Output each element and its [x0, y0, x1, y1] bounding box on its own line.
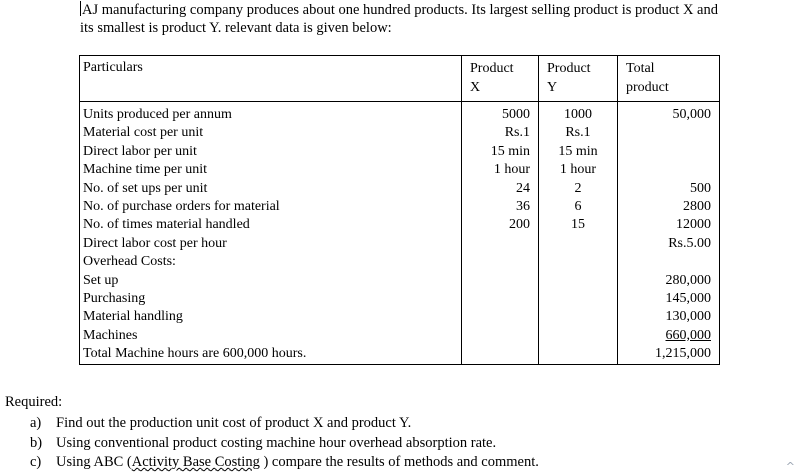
header-total-line2: product	[626, 80, 669, 95]
product-x-value	[462, 272, 538, 290]
product-x-value: 1 hour	[493, 162, 530, 178]
product-x-value	[462, 290, 538, 308]
total-product-value: 660,000	[665, 327, 711, 343]
table-body-row	[80, 102, 720, 365]
intro-line-1	[80, 1, 800, 19]
header-product-x-line1: Product	[470, 61, 514, 76]
particulars-list	[80, 102, 461, 364]
product-x-value	[462, 345, 538, 363]
product-y-values	[539, 102, 617, 364]
requirements-list	[30, 414, 539, 473]
requirement-a-marker: a)	[30, 415, 42, 431]
header-product-y-line2: Y	[547, 80, 558, 95]
total-product-value: Rs.5.00	[668, 235, 711, 251]
total-product-value: 1,215,000	[655, 346, 711, 362]
total-product-value	[618, 253, 719, 271]
particular-label: No. of purchase orders for material	[83, 199, 280, 215]
particular-label: Direct labor cost per hour	[83, 235, 227, 251]
particular-label: No. of set ups per unit	[83, 180, 208, 196]
requirement-b	[30, 434, 539, 454]
particular-label: Machines	[83, 327, 138, 343]
requirement-b-marker: b)	[30, 434, 43, 451]
product-y-value	[539, 308, 617, 326]
particulars-column	[80, 102, 462, 365]
particular-label: Material cost per unit	[83, 125, 204, 141]
product-y-value: 6	[574, 199, 582, 215]
product-y-value	[539, 290, 617, 308]
header-particulars	[80, 56, 462, 102]
product-y-value: 1000	[564, 107, 592, 122]
product-y-value	[539, 327, 617, 345]
header-particulars-text: Particulars	[83, 60, 143, 75]
data-table	[79, 55, 720, 365]
product-y-value: 15 min	[558, 143, 598, 159]
total-product-value: 130,000	[665, 309, 711, 325]
total-product-column	[618, 102, 720, 365]
intro-paragraph	[80, 1, 800, 37]
product-x-value: Rs.1	[504, 125, 530, 141]
particular-label: Machine time per unit	[83, 162, 208, 178]
product-y-value: 1 hour	[559, 162, 597, 178]
table-header-row	[80, 56, 720, 102]
requirement-b-text: Using conventional product costing machine hour overhead absorption rate.	[56, 434, 497, 451]
particular-label: Total Machine hours are 600,000 hours.	[83, 346, 307, 362]
header-product-y	[539, 56, 618, 102]
requirement-a	[30, 414, 539, 434]
total-product-value: 12000	[676, 217, 711, 233]
text-cursor	[80, 1, 81, 16]
particular-label: Units produced per annum	[83, 107, 232, 122]
product-y-value	[539, 272, 617, 290]
product-x-values	[462, 102, 538, 364]
particular-label: Purchasing	[83, 291, 146, 307]
product-x-value: 36	[516, 199, 530, 215]
requirement-c-text-before: Using ABC (	[56, 454, 132, 470]
total-product-value: 2800	[683, 198, 711, 214]
requirement-c-marker: c)	[30, 454, 42, 470]
intro-line-2: its smallest is product Y. relevant data is given below:	[80, 20, 392, 36]
header-total-line1: Total	[626, 61, 655, 76]
header-product-x-line2: X	[470, 80, 481, 95]
product-x-value	[462, 235, 538, 253]
product-x-value	[462, 327, 538, 345]
total-product-value	[618, 124, 719, 142]
total-product-values	[618, 102, 719, 364]
product-x-value	[462, 308, 538, 326]
spellcheck-marked-text[interactable]: Activity Base Costing	[131, 454, 260, 470]
particular-label: Material handling	[83, 309, 183, 325]
particular-label: Set up	[83, 272, 119, 288]
product-y-value: 2	[574, 180, 582, 196]
intro-line-1-text: AJ manufacturing company produces about one hundred products. Its largest selling product is product X and	[82, 2, 718, 18]
product-y-value	[539, 235, 617, 253]
product-x-column	[462, 102, 539, 365]
particular-label: Direct labor per unit	[83, 143, 197, 159]
total-product-value: 500	[690, 180, 711, 196]
total-product-value	[618, 161, 719, 179]
required-heading: Required:	[5, 394, 63, 410]
product-x-value: 24	[516, 180, 530, 196]
scroll-up-arrow-icon[interactable]: ^	[785, 460, 795, 473]
total-product-value: 145,000	[665, 291, 711, 306]
requirement-c	[30, 453, 539, 473]
product-y-value	[539, 345, 617, 363]
product-y-value: 15	[571, 217, 585, 233]
requirement-c-text-after: ) compare the results of methods and comment.	[259, 454, 539, 470]
particular-label: Overhead Costs:	[83, 254, 176, 270]
product-y-column	[539, 102, 618, 365]
total-product-value: 50,000	[672, 107, 711, 122]
header-total-product	[618, 56, 720, 102]
requirement-a-text: Find out the production unit cost of product X and product Y.	[56, 415, 412, 431]
product-x-value	[462, 253, 538, 271]
product-x-value: 5000	[502, 107, 530, 122]
total-product-value	[618, 143, 719, 161]
product-y-value: Rs.1	[565, 125, 591, 141]
product-x-value: 15 min	[490, 143, 530, 159]
total-product-value: 280,000	[665, 272, 711, 288]
product-x-value: 200	[509, 217, 530, 233]
header-product-y-line1: Product	[547, 61, 591, 76]
header-product-x	[462, 56, 539, 102]
product-y-value	[539, 253, 617, 271]
particular-label: No. of times material handled	[83, 217, 250, 233]
